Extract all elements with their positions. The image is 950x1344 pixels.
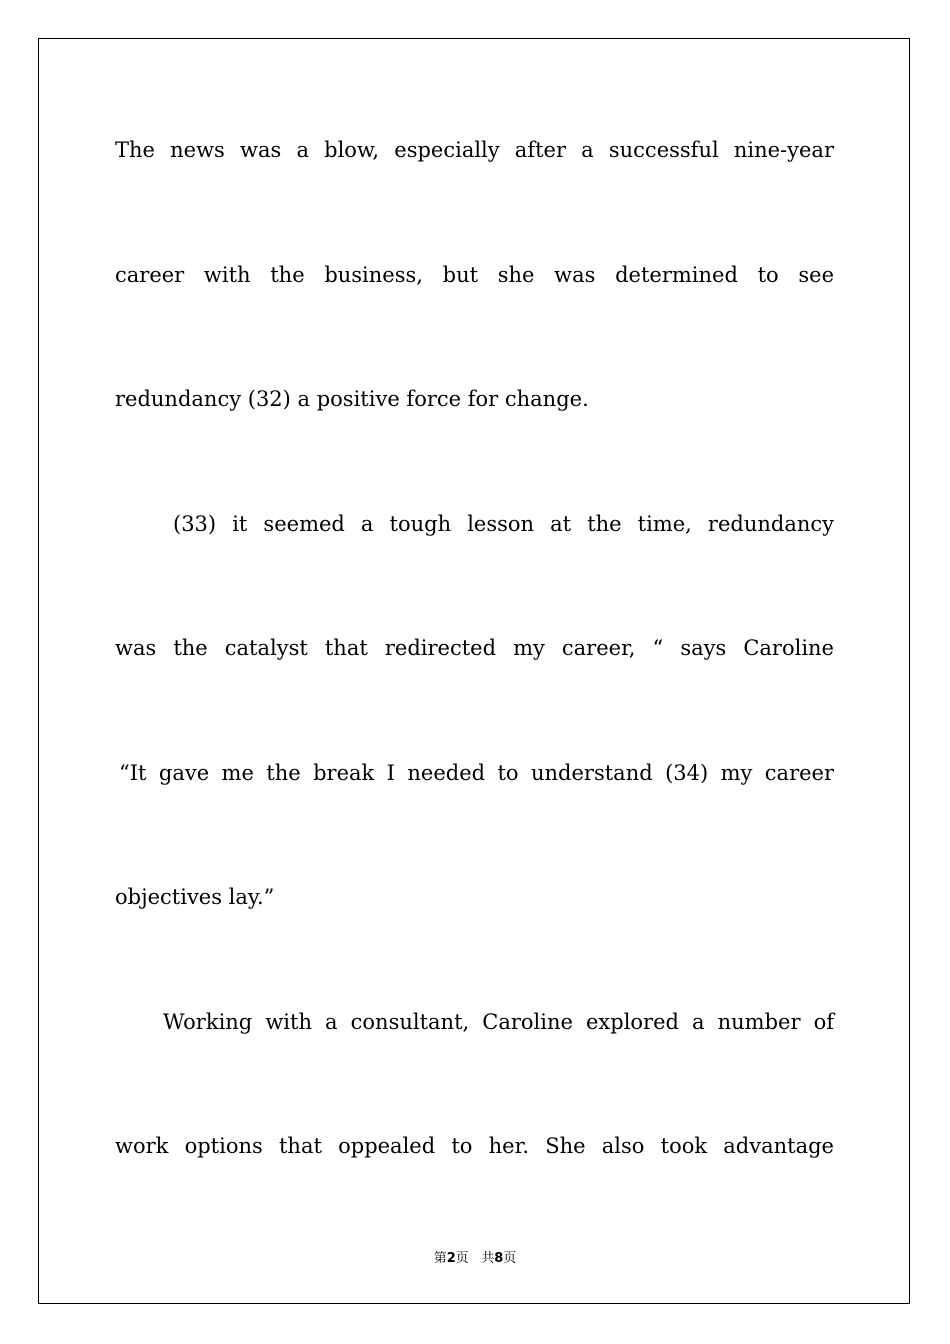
body-text-line: Working with a consultant, Caroline explored a number of xyxy=(163,1010,834,1034)
body-text-line: career with the business, but she was determined to see xyxy=(115,263,834,287)
footer-total-pages: 8 xyxy=(494,1251,504,1266)
footer-total-unit: 页 xyxy=(503,1251,517,1266)
footer-current-page: 2 xyxy=(446,1251,456,1266)
body-text-line: (33) it seemed a tough lesson at the time, redundancy xyxy=(173,512,834,536)
page-footer xyxy=(0,1247,950,1266)
body-text-line: objectives lay.” xyxy=(115,885,275,909)
body-text-line: The news was a blow, especially after a successful nine-year xyxy=(115,138,834,162)
body-text-line: work options that oppealed to her. She also took advantage xyxy=(115,1134,834,1158)
page-border xyxy=(38,38,910,1304)
footer-page-unit: 页 xyxy=(455,1251,469,1266)
body-text-line: redundancy (32) a positive force for change. xyxy=(115,387,589,411)
body-text-line: was the catalyst that redirected my career, “ says Caroline xyxy=(115,636,834,660)
body-text-line: “It gave me the break I needed to understand (34) my career xyxy=(119,761,834,785)
footer-prefix: 第 xyxy=(433,1251,447,1266)
footer-total-prefix: 共 xyxy=(481,1251,495,1266)
